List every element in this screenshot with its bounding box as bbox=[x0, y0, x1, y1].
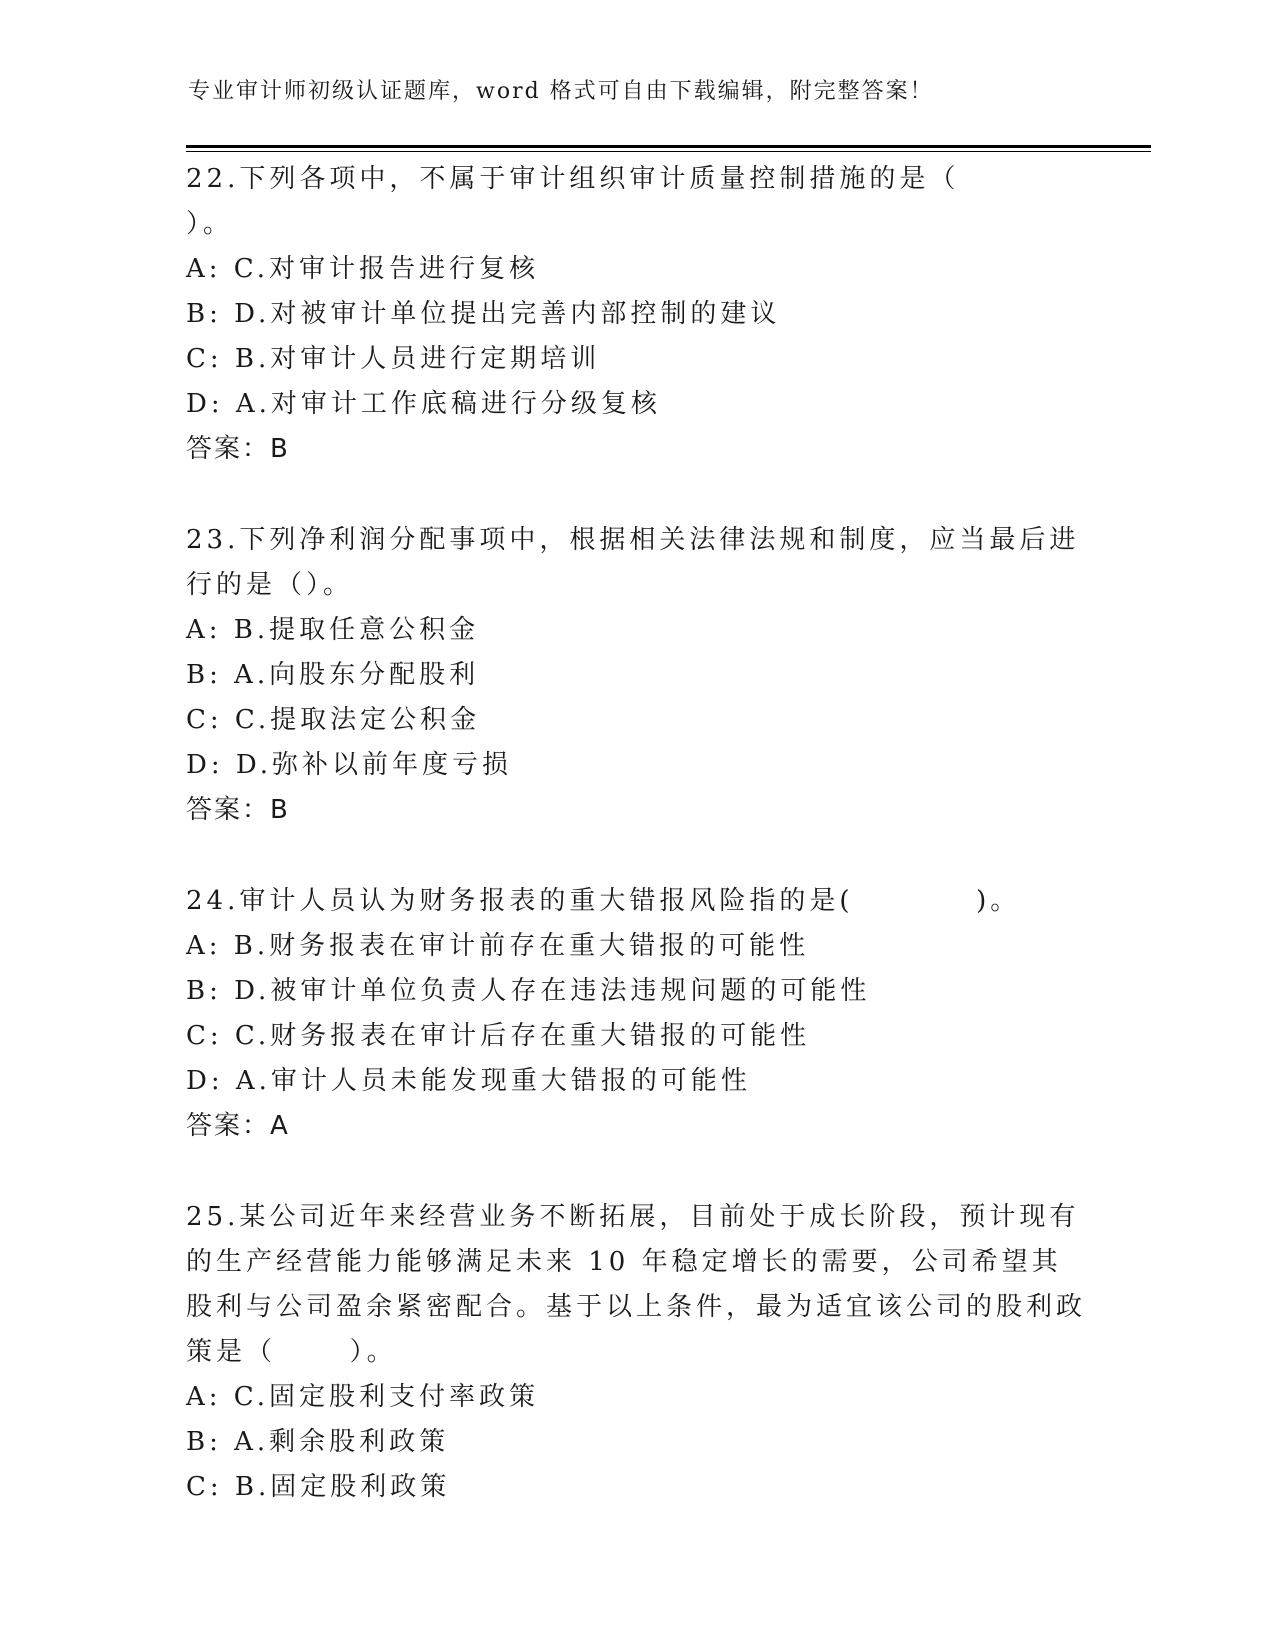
question-item bbox=[186, 879, 1086, 1149]
question-item bbox=[186, 157, 1086, 472]
option-c: C: C.提取法定公积金 bbox=[186, 705, 481, 735]
option-d: D: A.审计人员未能发现重大错报的可能性 bbox=[186, 1066, 751, 1096]
question-list bbox=[186, 157, 1086, 1556]
option-a: A: C.固定股利支付率政策 bbox=[186, 1382, 540, 1412]
option-a: A: B.提取任意公积金 bbox=[186, 615, 480, 645]
option-a: A: B.财务报表在审计前存在重大错报的可能性 bbox=[186, 931, 810, 961]
answer-line: 答案：A bbox=[186, 1111, 290, 1141]
option-a: A: C.对审计报告进行复核 bbox=[186, 254, 540, 284]
option-c: C: B.对审计人员进行定期培训 bbox=[186, 344, 601, 374]
question-item bbox=[186, 1195, 1086, 1510]
answer-line: 答案：B bbox=[186, 434, 290, 464]
option-b: B: D.对被审计单位提出完善内部控制的建议 bbox=[186, 299, 781, 329]
option-b: B: D.被审计单位负责人存在违法违规问题的可能性 bbox=[186, 976, 871, 1006]
question-item bbox=[186, 518, 1086, 833]
option-b: B: A.向股东分配股利 bbox=[186, 660, 480, 690]
header-rule-thin bbox=[186, 151, 1151, 152]
question-stem: 22.下列各项中，不属于审计组织审计质量控制措施的是（ ）。 bbox=[186, 164, 1083, 239]
page-header: 专业审计师初级认证题库，word 格式可自由下载编辑，附完整答案！ bbox=[188, 79, 934, 104]
question-stem: 23.下列净利润分配事项中，根据相关法律法规和制度，应当最后进行的是（）。 bbox=[186, 525, 1080, 600]
option-c: C: B.固定股利政策 bbox=[186, 1472, 451, 1502]
option-c: C: C.财务报表在审计后存在重大错报的可能性 bbox=[186, 1021, 811, 1051]
header-rule-thick bbox=[186, 145, 1151, 148]
question-stem: 25.某公司近年来经营业务不断拓展，目前处于成长阶段，预计现有的生产经营能力能够满足未来 10 年稳定增长的需要，公司希望其股利与公司盈余紧密配合。基于以上条件，最为适宜该公司的股利政策是（ ）。 bbox=[186, 1202, 1087, 1367]
question-stem: 24.审计人员认为财务报表的重大错报风险指的是( )。 bbox=[186, 886, 1021, 916]
option-b: B: A.剩余股利政策 bbox=[186, 1427, 450, 1457]
answer-line: 答案：B bbox=[186, 795, 290, 825]
option-d: D: A.对审计工作底稿进行分级复核 bbox=[186, 389, 661, 419]
option-d: D: D.弥补以前年度亏损 bbox=[186, 750, 513, 780]
